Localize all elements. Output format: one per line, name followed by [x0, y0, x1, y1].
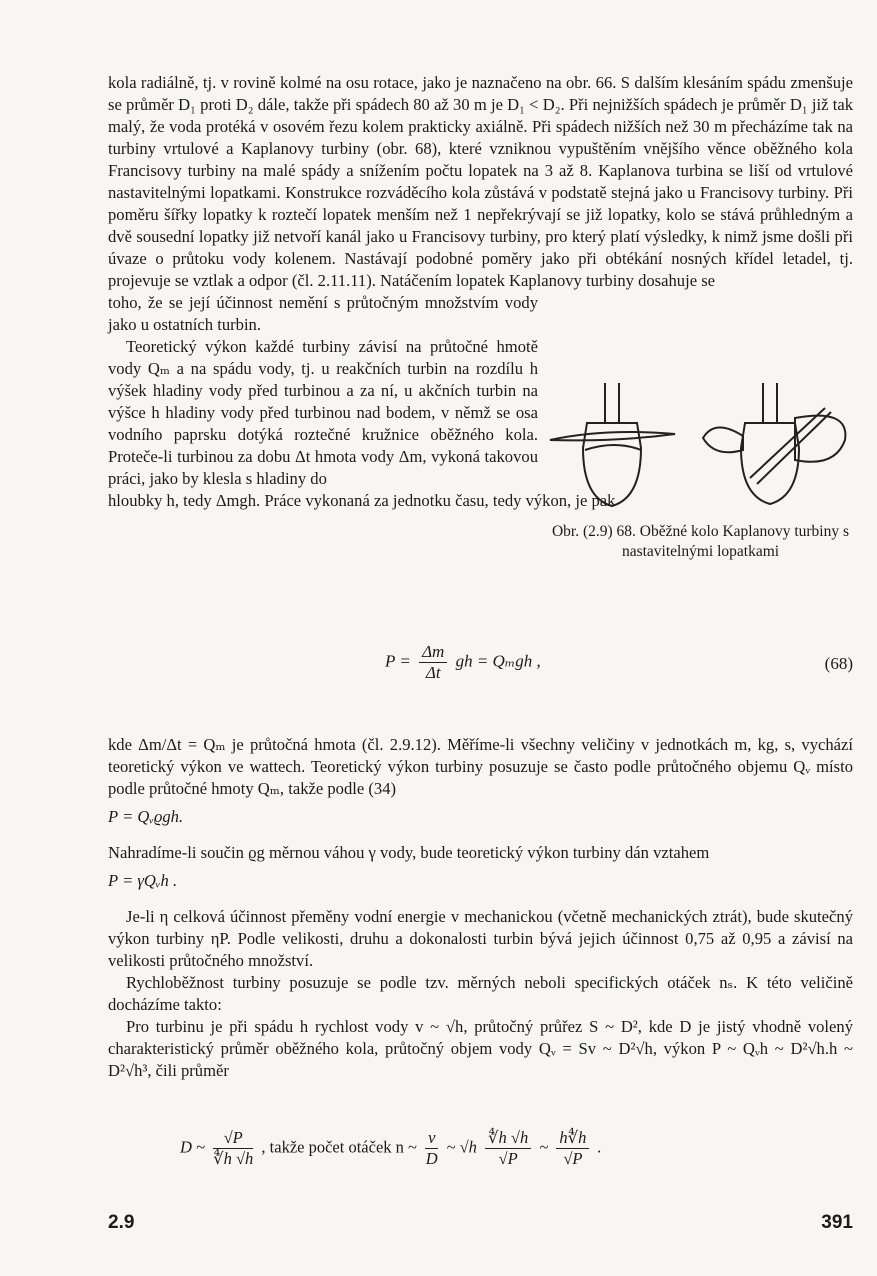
equation-number: (68) [824, 654, 853, 673]
paragraph-specific-speed: Rychloběžnost turbiny posuzuje se podle tzv. měrných neboli specifických otáček nₛ. K této veličině docházíme takto: [108, 973, 853, 1014]
paragraph-specific-weight: Nahradíme-li součin ϱg měrnou váhou γ vody, bude teoretický výkon turbiny dán vztahem [108, 843, 710, 862]
section-number: 2.9 [108, 1212, 135, 1233]
equation-gamma: P = γQᵥh . [108, 871, 178, 890]
paragraph-efficiency: Je-li η celková účinnost přeměny vodní energie v mechanickou (včetně mechanických ztrát), bude skutečný výkon turbiny ηP. Podle velikosti, druhu a dokonalosti turbin bývá jejich účinnost 0,75 až 0,95 a závisí na velikosti průtočného množství. [108, 907, 853, 970]
text-block-bottom [108, 734, 853, 1082]
paragraph-theoretical-power: Teoretický výkon každé turbiny závisí na průtočné hmotě vody Qₘ a na spádu vody, tj. u reakčních turbin na rozdílu h výšek hladiny vody před turbinou a za ní, u akčních turbin na výšce h hladiny vody před turbinou nad bodem, v němž se osa vodního paprsku dotýká roztečné kružnice oběžného kola. Proteče-li turbinou za dobu Δt hmota vody Δm, vykoná takovou práci, jako by klesla s hladiny do [108, 337, 538, 488]
fraction-dm-dt: $\frac{\Delta m}{\Delta t}$ [419, 642, 447, 683]
kaplan-runner-figure [545, 378, 855, 518]
paragraph-efficiency-wrap: toho, že se její účinnost nemění s průtočným množstvím vody jako u ostatních turbin. [108, 293, 538, 334]
equation-volume-flow: P = Qᵥϱgh. [108, 807, 184, 826]
page-number: 391 [821, 1212, 853, 1233]
equation-68: P = $\frac{\Delta m}{\Delta t}$ gh = Qₘgh , [385, 642, 541, 682]
paragraph-mass-flow: kde Δm/Δt = Qₘ je průtočná hmota (čl. 2.9.12). Měříme-li všechny veličiny v jednotkách m, kg, s, vychází teoretický výkon ve wattech. Teoretický výkon turbiny posuzuje se často podle průtočného objemu Qᵥ místo podle průtočné hmoty Qₘ, takže podle (34) [108, 735, 853, 798]
paragraph-turbine-relations: Pro turbinu je při spádu h rychlost vody v ~ √h, průtočný průřez S ~ D², kde D je jistý vhodně volený charakteristický průměr oběžného kola, průtočný objem vody Qᵥ = Sv ~ D²√h, výkon P ~ Qᵥh ~ D²√h.h ~ D²√h³, čili průměr [108, 1017, 853, 1080]
paragraph-kaplan: kola radiálně, tj. v rovině kolmé na osu rotace, jako je naznačeno na obr. 66. S dalším klesáním spádu zmenšuje se průměr D₁ proti D₂ dále, takže při spádech 80 až 30 m je D₁ < D₂. Při nejnižších spádech je průměr D₁ již tak malý, že voda protéká v osovém řezu kolem prakticky axiálně. Při spádech nižších než 30 m přecházíme tak na turbiny vrtulové a Kaplanovy turbiny (obr. 68), které vzniknou vypuštěním vnějšího věnce oběžného kola Francisovy turbiny na malé spády a snížením počtu lopatek na 3 až 8. Kaplanova turbina se liší od vrtulové nastavitelnými lopatkami. Konstrukce rozváděcího kola zůstává v podstatě stejná jako u Francisovy turbiny. Při poměru šířky lopatky k roztečí lopatek menším než 1 nepřekrývají se již lopatky, kolo se stává průhledným a dvě sousední lopatky již netvoří kanál jako u Francisovy turbiny, pro který platí výsledky, k nimž jsme došli při úvaze o průtoku vody kolenem. Nastávají podobné poměry jako při obtékání nosných křídel letadel, tj. projevuje se vztlak a odpor (čl. 2.11.11). Natáčením lopatek Kaplanovy turbiny dosahuje se [108, 73, 853, 290]
paragraph-work: hloubky h, tedy Δmgh. Práce vykonaná za jednotku času, tedy výkon, je pak [108, 491, 616, 510]
figure-caption: Obr. (2.9) 68. Oběžné kolo Kaplanovy turbiny s nastavitelnými lopatkami [551, 523, 850, 560]
equation-diameter: D ~ $\frac{√P}{∜h √h}$ , takže počet otáček n ~ $\frac{v}{D}$ ~ √h $\frac{∜h √h}{√P}$ ~ $\frac{h∜h}{√P}$ . [180, 1128, 602, 1168]
